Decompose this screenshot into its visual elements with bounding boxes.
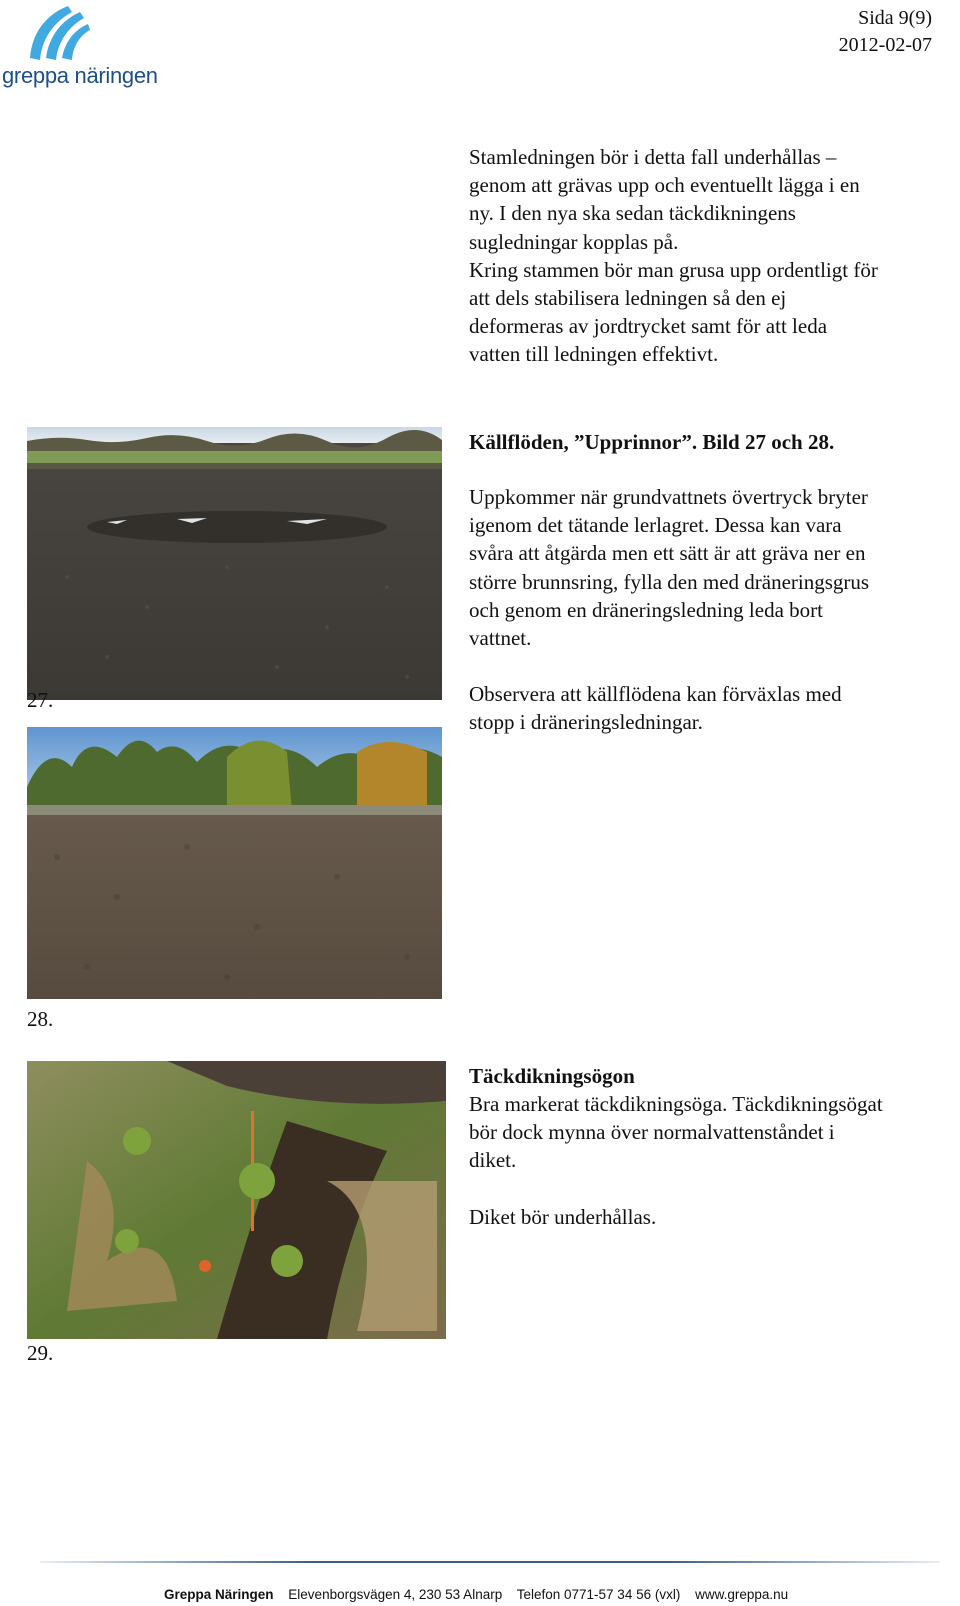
text-line: stopp i dräneringsledningar. [469,710,703,735]
section-kallfloden-note [469,680,959,736]
text-line: diket. [469,1148,517,1173]
figure-caption-29: 29. [27,1341,54,1365]
logo-mark-icon [22,2,92,62]
logo-text: greppa näringen [2,63,158,88]
footer-address: Elevenborgsvägen 4, 230 53 Alnarp [288,1587,503,1602]
text-line: svåra att åtgärda men ett sätt är att gräva ner en [469,541,866,566]
figure-caption-28: 28. [27,1007,54,1031]
section-kallfloden-paragraph [469,483,959,652]
text-line: bör dock mynna över normalvattenståndet i [469,1120,835,1145]
footer-phone: Telefon 0771-57 34 56 (vxl) [516,1587,681,1602]
text-line: deformeras av jordtrycket samt för att leda [469,314,828,339]
text-line: Observera att källflödena kan förväxlas med [469,682,842,706]
text-line: Bra markerat täckdikningsöga. Täckdikningsögat [469,1092,883,1116]
footer-divider [40,1561,940,1563]
section-tackdikningsogon-note: Diket bör underhållas. [469,1205,657,1229]
text-line: genom att grävas upp och eventuellt lägga i en [469,173,860,198]
text-line: att dels stabilisera ledningen så den ej [469,286,787,311]
document-date: 2012-02-07 [838,34,932,56]
section-tackdikningsogon-paragraph [469,1090,959,1175]
text-line: Stamledningen bör i detta fall underhållas – [469,145,837,169]
section-stamledning-text [469,143,959,369]
text-line: och genom en dräneringsledning leda bort [469,597,823,622]
text-line: Kring stammen bör man grusa upp ordentligt för [469,257,878,282]
photo-29-ditch-outlet [27,1061,446,1339]
photo-27-field-spring [27,427,442,700]
section-kallfloden-heading: Källflöden, ”Upprinnor”. Bild 27 och 28. [469,430,835,454]
text-line: ny. I den nya ska sedan täckdikningens [469,201,796,226]
section-tackdikningsogon-heading: Täckdikningsögon [469,1064,635,1088]
greppa-logo [0,0,175,95]
footer-company: Greppa Näringen [164,1587,274,1602]
figure-caption-27: 27. [27,688,54,712]
photo-28-field-trees [27,727,442,999]
text-line: Uppkommer när grundvattnets övertryck bryter [469,485,868,509]
footer-website: www.greppa.nu [695,1587,789,1602]
text-line: större brunnsring, fylla den med dräneringsgrus [469,569,870,594]
text-line: vatten till ledningen effektivt. [469,342,719,367]
text-line: igenom det tätande lerlagret. Dessa kan vara [469,513,842,538]
page-number: Sida 9(9) [858,7,932,29]
text-line: vattnet. [469,626,532,651]
page-header-meta [839,5,932,59]
page-footer [164,1587,799,1602]
text-line: sugledningar kopplas på. [469,229,679,254]
